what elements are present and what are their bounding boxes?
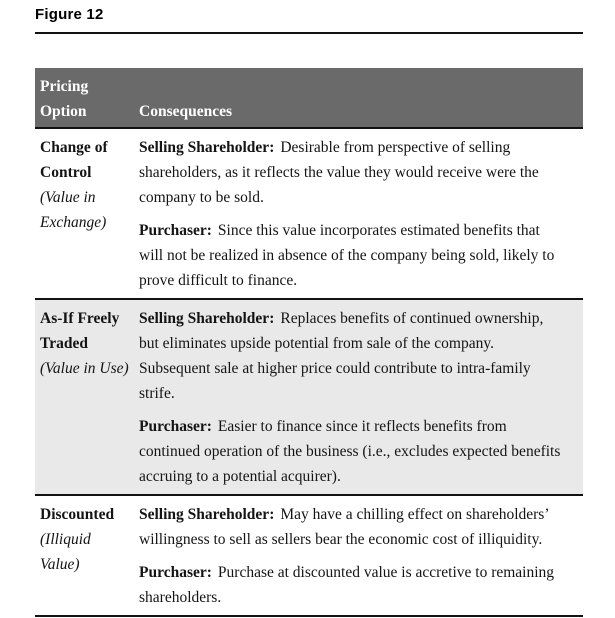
consequence-text: Replaces benefits of continued ownership, but eliminates upside potential from sale of the company. Subsequent sale at higher price could contribute to intra-family strife. (139, 310, 544, 402)
pricing-option-qualifier: (Value in Use) (40, 360, 129, 377)
title-divider-rule (35, 32, 583, 34)
consequence-paragraph (139, 502, 567, 552)
consequence-label: Purchaser: (139, 564, 212, 581)
pricing-option-cell (35, 502, 139, 610)
consequence-text: Desirable from perspective of selling shareholders, as it reflects the value they would receive were the company to be sold. (139, 139, 539, 206)
consequences-cell (139, 306, 583, 489)
consequence-paragraph (139, 414, 567, 489)
consequence-paragraph (139, 218, 567, 293)
header-pricing-option: Pricing Option (40, 78, 89, 120)
consequence-label: Selling Shareholder: (139, 310, 275, 327)
consequence-text: May have a chilling effect on shareholders’ willingness to sell as sellers bear the economic cost of illiquidity. (139, 506, 549, 548)
consequences-cell (139, 135, 583, 293)
consequence-text: Purchase at discounted value is accretive to remaining shareholders. (139, 564, 555, 606)
table-header-row (35, 68, 583, 129)
pricing-option-cell (35, 306, 139, 489)
consequence-text: Easier to finance since it reflects benefits from continued operation of the business (i.e., excludes expected benefits accruing to a potential acquirer). (139, 418, 561, 485)
table-row-change-of-control (35, 129, 583, 300)
consequence-label: Selling Shareholder: (139, 139, 275, 156)
figure-title: Figure 12 (35, 6, 104, 23)
consequence-paragraph (139, 135, 567, 210)
consequence-label: Purchaser: (139, 418, 212, 435)
pricing-option-qualifier: (Illiquid Value) (40, 531, 91, 573)
table-row-discounted (35, 496, 583, 617)
consequence-label: Selling Shareholder: (139, 506, 275, 523)
consequence-text: Since this value incorporates estimated benefits that will not be realized in absence of the company being sold, likely to prove difficult to finance. (139, 222, 555, 289)
pricing-option-name: Change of Control (40, 139, 108, 181)
header-consequences: Consequences (139, 103, 233, 120)
pricing-options-table (35, 68, 583, 617)
pricing-option-name: Discounted (40, 506, 115, 523)
pricing-option-cell (35, 135, 139, 293)
consequence-paragraph (139, 306, 567, 406)
pricing-option-qualifier: (Value in Exchange) (40, 189, 107, 231)
consequence-paragraph (139, 560, 567, 610)
pricing-option-name: As-If Freely Traded (40, 310, 120, 352)
consequence-label: Purchaser: (139, 222, 212, 239)
consequences-cell (139, 502, 583, 610)
table-row-as-if-freely-traded (35, 300, 583, 496)
